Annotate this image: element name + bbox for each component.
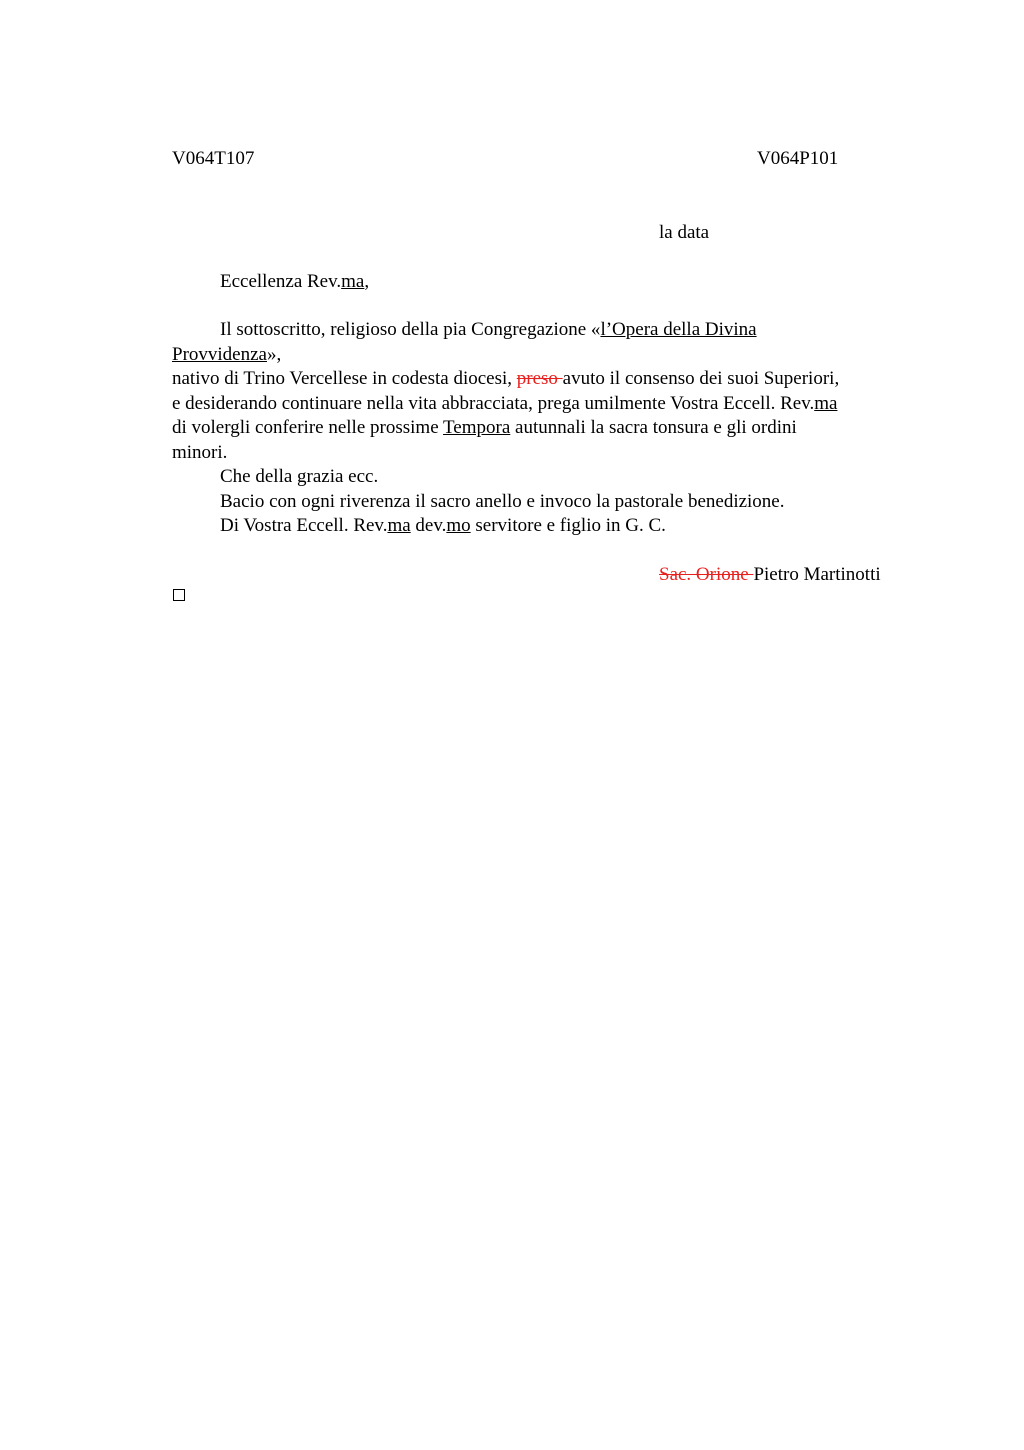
text-run: e desiderando continuare nella vita abbracciata, prega umilmente Vostra Eccell. Rev. <box>172 393 815 414</box>
deleted-signature: Sac. Orione <box>659 564 754 585</box>
date-line: la data <box>659 222 710 243</box>
paragraph-2: Che della grazia ecc. <box>220 466 379 487</box>
salutation-text: Eccellenza Rev. <box>220 271 342 292</box>
paragraph-4 <box>220 514 666 538</box>
text-run: di volergli conferire nelle prossime <box>172 417 444 438</box>
text-run: », <box>266 344 282 365</box>
salutation <box>220 270 369 294</box>
text-run: Di Vostra Eccell. Rev. <box>220 515 388 536</box>
paragraph-1-line-5 <box>172 416 797 440</box>
text-run: Il sottoscritto, religioso della pia Congregazione « <box>220 319 601 340</box>
document-code-right: V064P101 <box>757 148 839 169</box>
underlined-abbrev: mo <box>446 515 471 536</box>
text-run: servitore e figlio in G. C. <box>470 515 666 536</box>
signature-name: Pietro Martinotti <box>753 564 881 585</box>
underlined-abbrev: ma <box>814 393 838 414</box>
paragraph-1-line-1 <box>220 318 757 342</box>
text-run: avuto il consenso dei suoi Superiori, <box>562 368 840 389</box>
text-run: nativo di Trino Vercellese in codesta diocesi, <box>172 368 517 389</box>
text-run: autunnali la sacra tonsura e gli ordini <box>510 417 797 438</box>
paragraph-1-line-4 <box>172 392 837 416</box>
underlined-tempora: Tempora <box>443 417 511 438</box>
document-code-left: V064T107 <box>172 148 255 169</box>
paragraph-3: Bacio con ogni riverenza il sacro anello e invoco la pastorale benedizione. <box>220 491 785 512</box>
text-run: dev. <box>410 515 447 536</box>
empty-square-icon <box>173 589 185 601</box>
paragraph-1-line-2 <box>172 343 281 367</box>
underlined-congregation-name-end: Provvidenza <box>172 344 267 365</box>
paragraph-1-line-6: minori. <box>172 442 228 463</box>
salutation-abbrev: ma <box>341 271 365 292</box>
paragraph-1-line-3 <box>172 367 839 391</box>
salutation-trail: , <box>364 271 370 292</box>
signature <box>659 563 881 587</box>
underlined-abbrev: ma <box>387 515 411 536</box>
deleted-word: preso <box>516 368 563 389</box>
underlined-congregation-name: l’Opera della Divina <box>600 319 757 340</box>
